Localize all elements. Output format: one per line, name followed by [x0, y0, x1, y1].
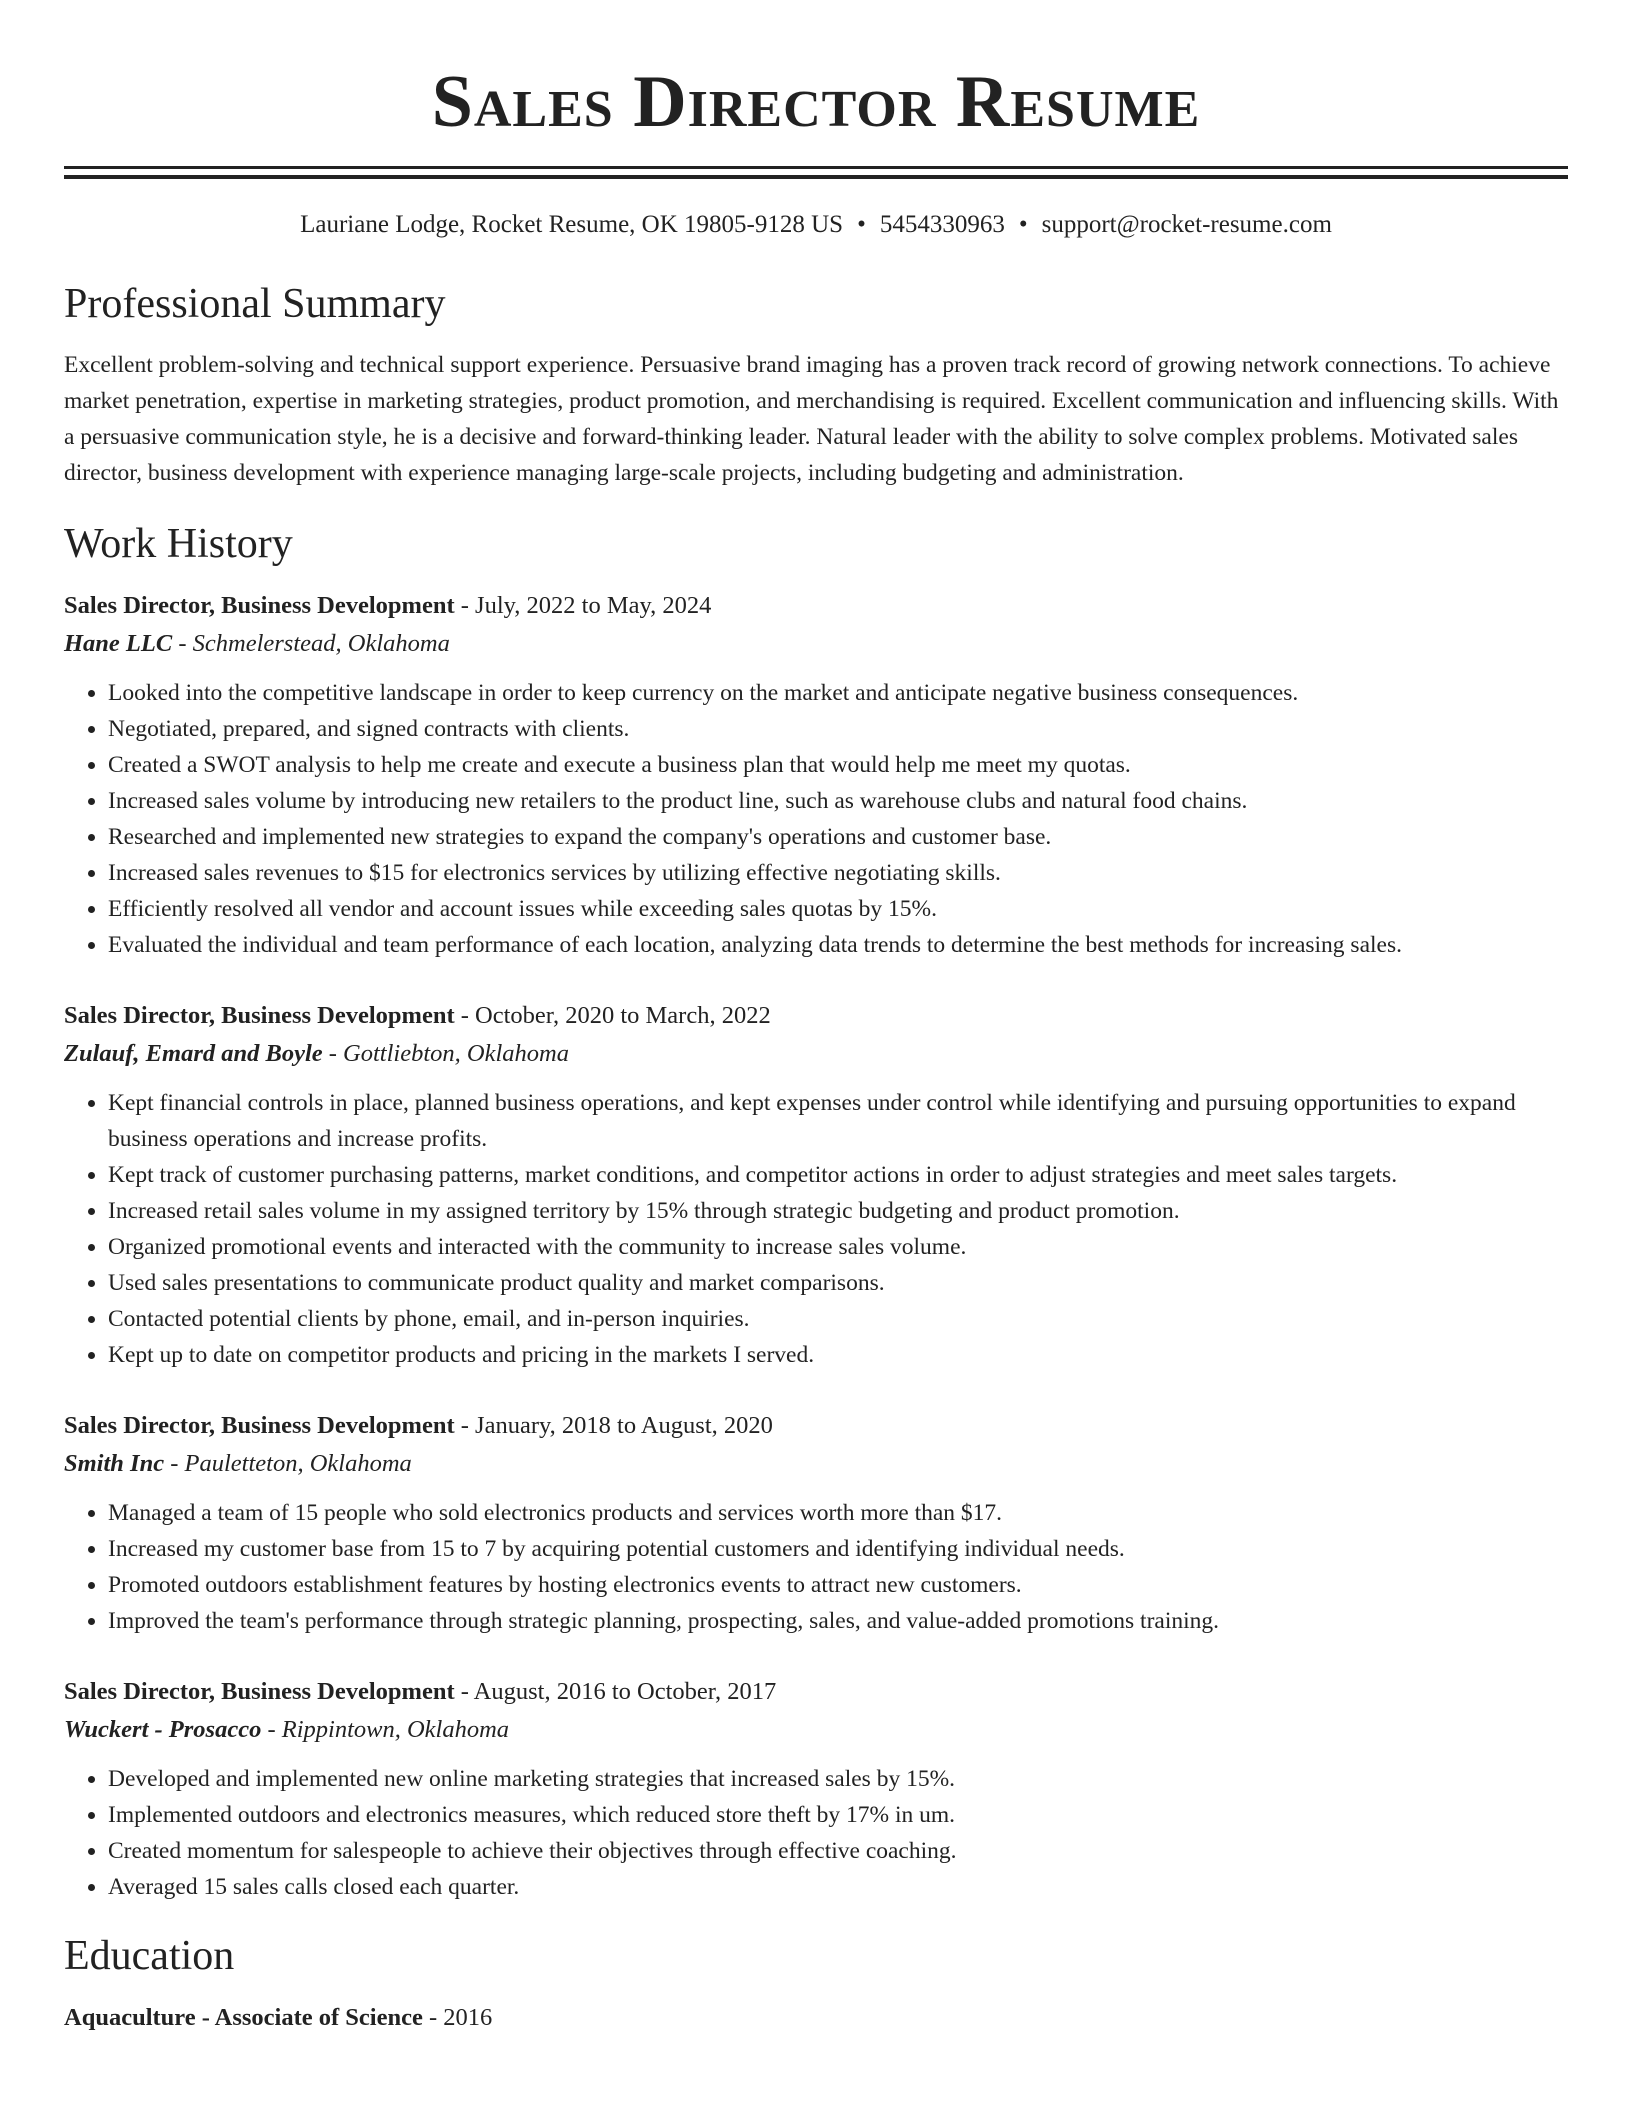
- job-duties: [64, 1085, 1568, 1373]
- job-dates: - August, 2016 to October, 2017: [454, 1678, 777, 1705]
- job-role: Sales Director, Business Development: [64, 1678, 455, 1705]
- job-dates: - January, 2018 to August, 2020: [454, 1412, 773, 1439]
- duty-item: • Used sales presentations to communicate product quality and market comparisons.: [108, 1265, 1568, 1301]
- duty-item: • Improved the team's performance through strategic planning, prospecting, sales, and value-added promotions training.: [108, 1603, 1568, 1639]
- job-entry: [64, 587, 1568, 963]
- contact-line: [64, 209, 1568, 241]
- title-divider-bottom: [64, 175, 1568, 179]
- duty-item: • Contacted potential clients by phone, email, and in-person inquiries.: [108, 1301, 1568, 1337]
- summary-text: Excellent problem-solving and technical support experience. Persuasive brand imaging has a proven track record of growing network connections. To achieve market penetration, expertise in marketing strategies, product promotion, and merchandising is required. Excellent communication and influencing skills. With a persuasive communication style, he is a decisive and forward-thinking leader. Natural leader with the ability to solve complex problems. Motivated sales director, business development with experience managing large-scale projects, including budgeting and administration.: [64, 352, 1559, 486]
- duty-item: • Organized promotional events and interacted with the community to increase sales volume.: [108, 1229, 1568, 1265]
- job-role: Sales Director, Business Development: [64, 1002, 455, 1029]
- duty-item: • Researched and implemented new strategies to expand the company's operations and customer base.: [108, 819, 1568, 855]
- job-dates: - July, 2022 to May, 2024: [454, 592, 712, 619]
- summary-heading: Professional Summary: [64, 281, 446, 327]
- duty-item: • Created momentum for salespeople to achieve their objectives through effective coaching.: [108, 1833, 1568, 1869]
- education-entry: [64, 1999, 1568, 2037]
- job-company: Hane LLC: [64, 630, 173, 657]
- job-employer: [64, 1035, 1568, 1073]
- job-entry: [64, 997, 1568, 1373]
- duty-item: • Developed and implemented new online marketing strategies that increased sales by 15%.: [108, 1761, 1568, 1797]
- duty-item: • Kept financial controls in place, planned business operations, and kept expenses under control while identifying and pursuing opportunities to expand business operations and increase profits.: [108, 1085, 1568, 1157]
- duty-item: • Averaged 15 sales calls closed each quarter.: [108, 1869, 1568, 1905]
- contact-phone[interactable]: 5454330963: [879, 211, 1005, 238]
- education-heading: Education: [64, 1933, 235, 1979]
- job-dates: - October, 2020 to March, 2022: [454, 1002, 771, 1029]
- education-degree: Aquaculture - Associate of Science: [64, 2004, 423, 2031]
- job-location: - Rippintown, Oklahoma: [261, 1716, 510, 1743]
- job-header: [64, 997, 1568, 1035]
- job-company: Zulauf, Emard and Boyle: [64, 1040, 323, 1067]
- job-employer: [64, 1711, 1568, 1749]
- job-header: [64, 587, 1568, 625]
- contact-address: Lauriane Lodge, Rocket Resume, OK 19805-9128 US: [300, 211, 844, 238]
- job-employer: [64, 1445, 1568, 1483]
- job-header: [64, 1407, 1568, 1445]
- job-location: - Pauletteton, Oklahoma: [164, 1450, 412, 1477]
- job-header: [64, 1673, 1568, 1711]
- contact-email[interactable]: support@rocket-resume.com: [1041, 211, 1332, 238]
- job-role: Sales Director, Business Development: [64, 1412, 455, 1439]
- duty-item: • Kept up to date on competitor products and pricing in the markets I served.: [108, 1337, 1568, 1373]
- education-year: - 2016: [422, 2004, 493, 2031]
- duty-item: • Efficiently resolved all vendor and account issues while exceeding sales quotas by 15%.: [108, 891, 1568, 927]
- job-entry: [64, 1673, 1568, 1905]
- duty-item: • Promoted outdoors establishment features by hosting electronics events to attract new customers.: [108, 1567, 1568, 1603]
- duty-item: • Negotiated, prepared, and signed contracts with clients.: [108, 711, 1568, 747]
- duty-item: • Managed a team of 15 people who sold electronics products and services worth more than $17.: [108, 1495, 1568, 1531]
- resume-title: Sales Director Resume: [431, 61, 1201, 143]
- duty-item: • Increased sales revenues to $15 for electronics services by utilizing effective negotiating skills.: [108, 855, 1568, 891]
- job-company: Wuckert - Prosacco: [64, 1716, 262, 1743]
- job-duties: [64, 1761, 1568, 1905]
- job-entry: [64, 1407, 1568, 1639]
- duty-item: • Kept track of customer purchasing patterns, market conditions, and competitor actions in order to adjust strategies and meet sales targets.: [108, 1157, 1568, 1193]
- job-employer: [64, 625, 1568, 663]
- duty-item: • Implemented outdoors and electronics measures, which reduced store theft by 17% in um.: [108, 1797, 1568, 1833]
- job-duties: [64, 675, 1568, 963]
- work-history-heading: Work History: [64, 521, 293, 567]
- job-location: - Schmelerstead, Oklahoma: [172, 630, 450, 657]
- duty-item: • Increased sales volume by introducing new retailers to the product line, such as warehouse clubs and natural food chains.: [108, 783, 1568, 819]
- duty-item: • Evaluated the individual and team performance of each location, analyzing data trends to determine the best methods for increasing sales.: [108, 927, 1568, 963]
- contact-separator: •: [1018, 211, 1028, 238]
- contact-separator: •: [857, 211, 866, 238]
- duty-item: • Increased retail sales volume in my assigned territory by 15% through strategic budgeting and product promotion.: [108, 1193, 1568, 1229]
- duty-item: • Looked into the competitive landscape in order to keep currency on the market and anticipate negative business consequences.: [108, 675, 1568, 711]
- job-company: Smith Inc: [64, 1450, 165, 1477]
- duty-item: • Increased my customer base from 15 to 7 by acquiring potential customers and identifying individual needs.: [108, 1531, 1568, 1567]
- job-role: Sales Director, Business Development: [64, 592, 455, 619]
- title-divider-top: [64, 166, 1568, 169]
- duty-item: • Created a SWOT analysis to help me create and execute a business plan that would help me meet my quotas.: [108, 747, 1568, 783]
- job-duties: [64, 1495, 1568, 1639]
- job-location: - Gottliebton, Oklahoma: [322, 1040, 569, 1067]
